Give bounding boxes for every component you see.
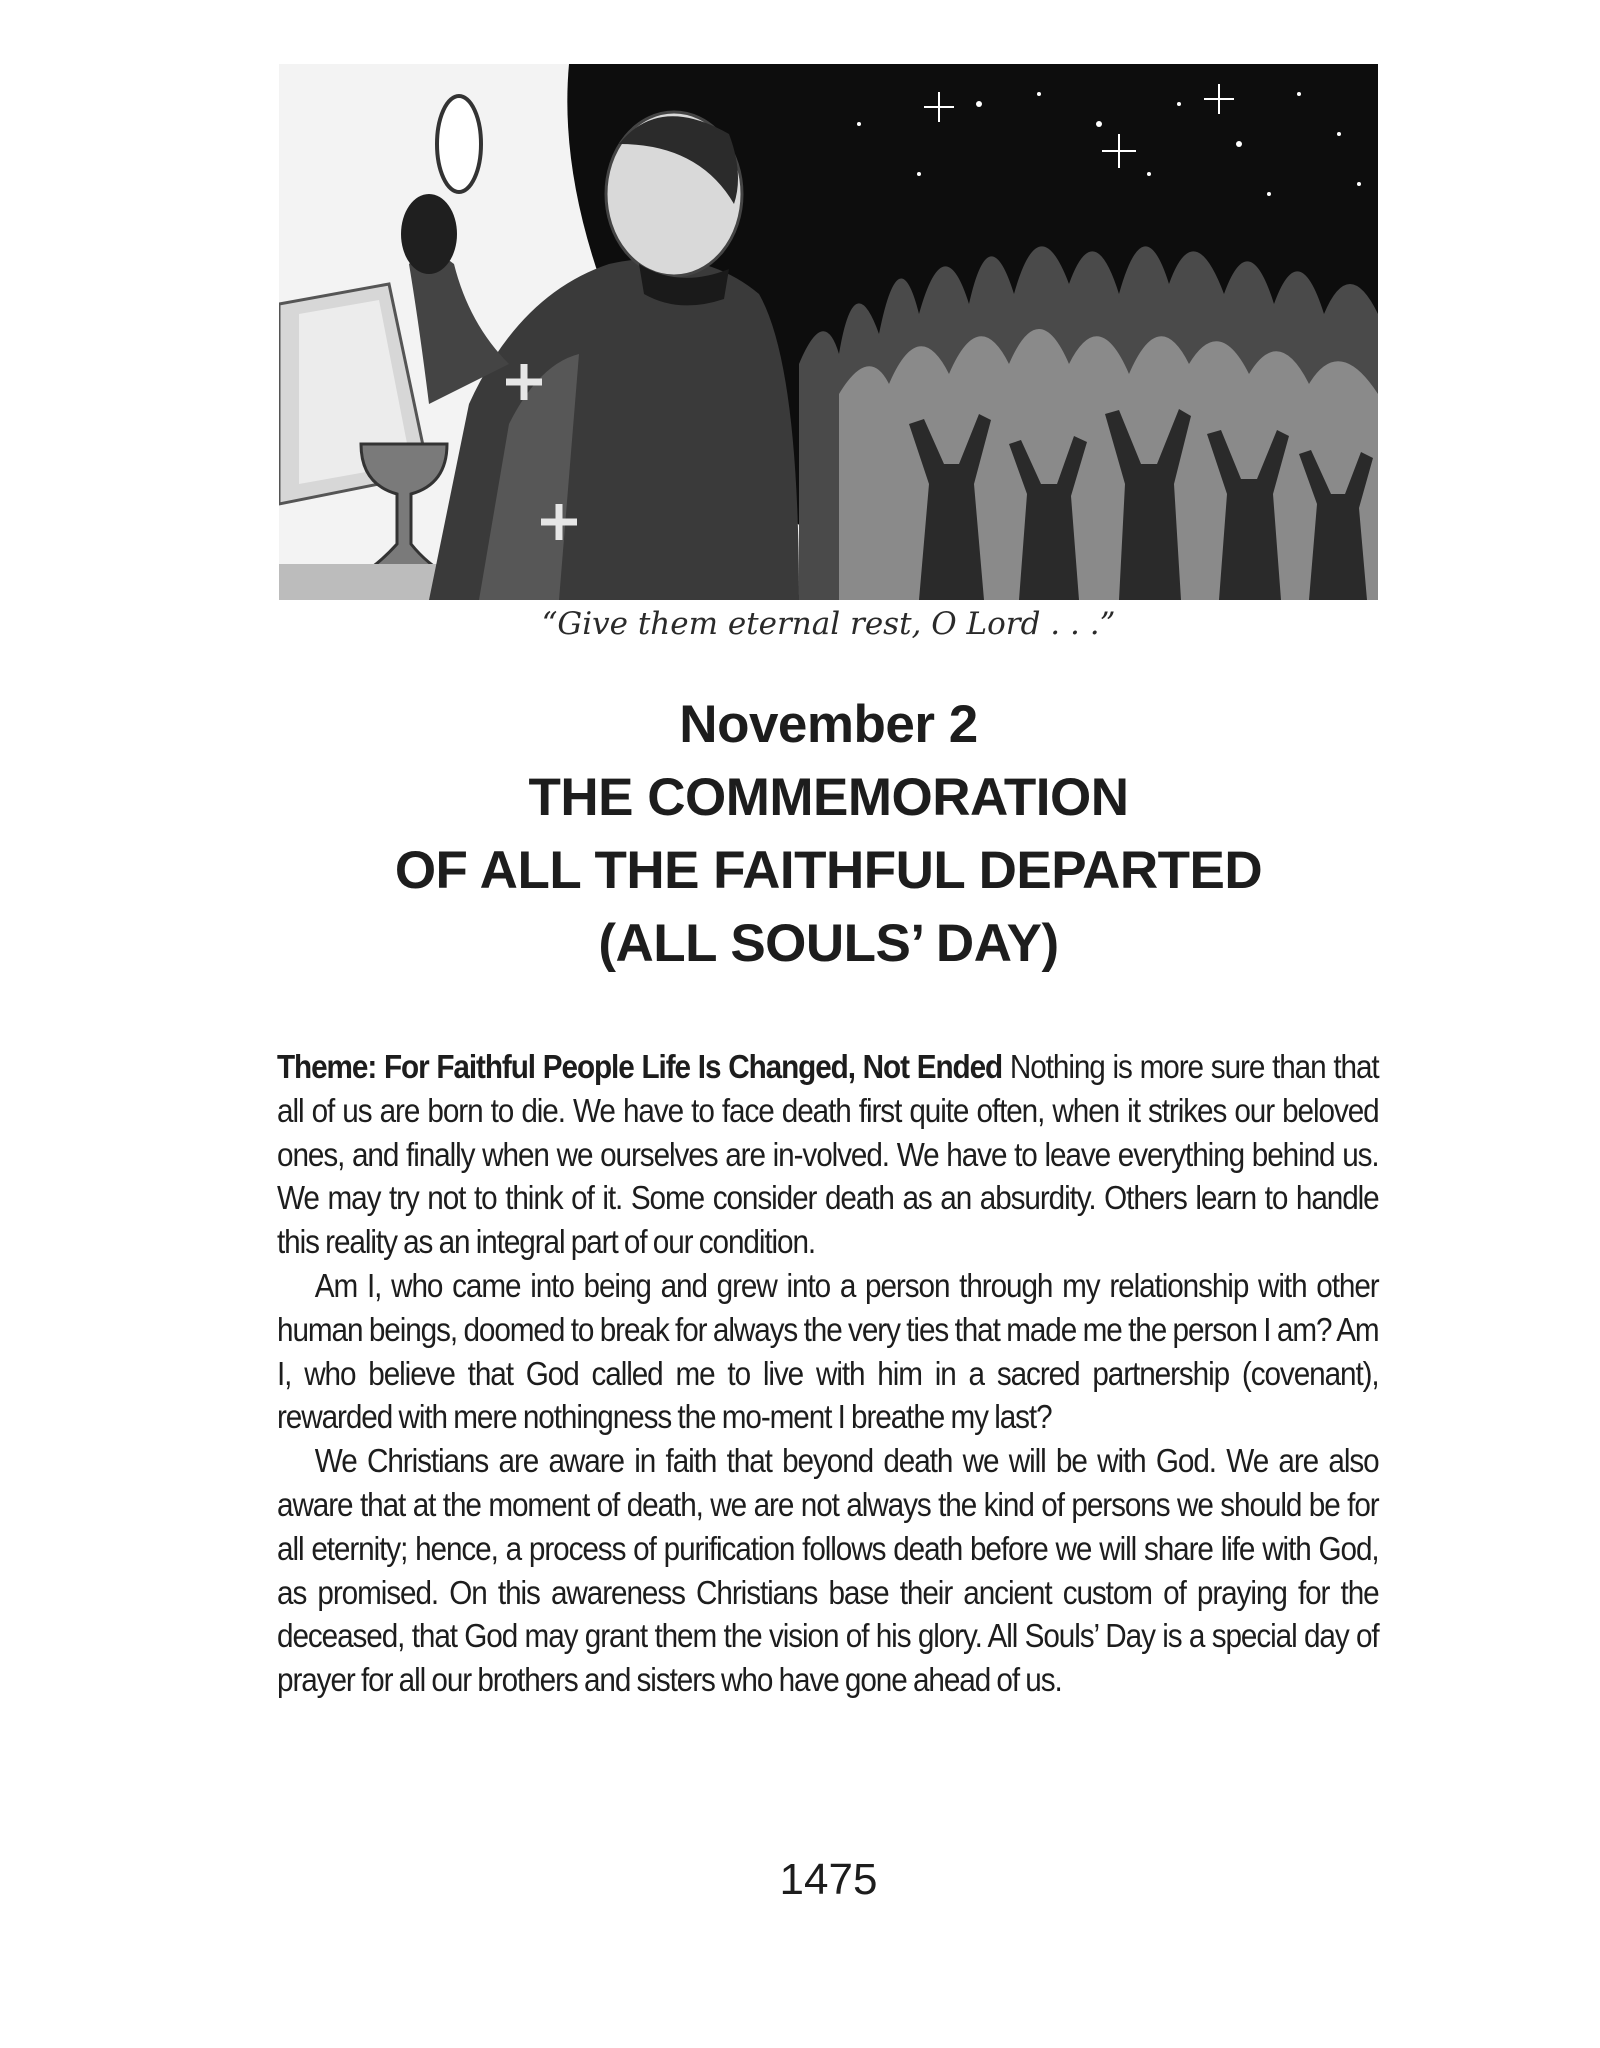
paragraph-3: We Christians are aware in faith that beyond death we will be with God. We are also aware that at the moment of death, we are not always the kind of persons we should be for all eternity; hence, a process of purification follows death before we will share life with God, as promised. On this awareness Christians base their ancient custom of praying for the deceased, that God may grant them the vision of his glory. All Souls’ Day is a special day of prayer for all our brothers and sisters who have gone ahead of us. [277, 1442, 1379, 1699]
priest-elevating-host-illustration [279, 64, 1378, 600]
feast-title-line-2: OF ALL THE FAITHFUL DEPARTED [394, 841, 1263, 900]
feast-subtitle: (ALL SOULS’ DAY) [598, 914, 1059, 973]
feast-date: November 2 [679, 695, 978, 754]
paragraph-1 [277, 1045, 1379, 1264]
body-text [277, 1045, 1379, 1702]
theme-label: Theme: For Faithful People Life Is Changed, Not Ended [277, 1048, 1003, 1085]
feast-heading [200, 688, 1457, 980]
feast-title-line-1: THE COMMEMORATION [528, 768, 1129, 827]
paragraph-1-text: Nothing is more sure than that all of us are born to die. We have to face death first quite often, when it strikes our beloved ones, and finally when we ourselves are in-volved. We have to leave everything behind us. We may try not to think of it. Some consider death as an absurdity. Others learn to handle this reality as an integral part of our condition. [277, 1048, 1379, 1261]
illustration-caption: “Give them eternal rest, O Lord . . .” [541, 606, 1116, 642]
page-number: 1475 [779, 1855, 878, 1904]
paragraph-2: Am I, who came into being and grew into a person through my relationship with other human beings, doomed to break for always the very ties that made me the person I am? Am I, who believe that God called me to live with him in a sacred partnership (covenant), rewarded with mere nothingness the mo-ment I breathe my last? [277, 1266, 1379, 1436]
